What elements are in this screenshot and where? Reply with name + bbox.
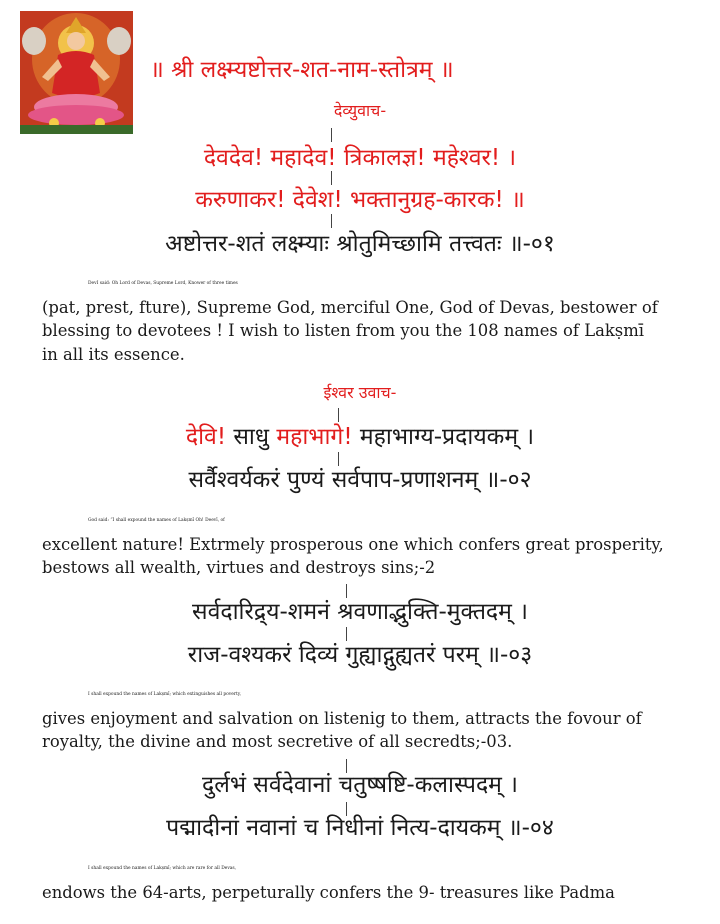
verse-4-line-2: पद्मादीनां नवानां च निधीनां नित्य-दायकम् ॥-०४	[166, 815, 554, 841]
translation-line: in all its essence.	[42, 344, 185, 364]
translation-line: I shall expound the names of Lakṣmī; which are rare for all Devas,	[88, 866, 237, 871]
vocative-mahabhage: महाभागे!	[276, 424, 353, 450]
verse-2-line-2: सर्वैश्वर्यकरं पुण्यं सर्वपाप-प्रणाशनम् ॥-०२	[188, 467, 532, 493]
translation-line: I shall expound the names of Lakṣmī; which extinguishes all poverty,	[88, 692, 242, 697]
verse-4-line-1: दुर्लभं सर्वदेवानां चतुष्षष्टि-कलास्पदम् ।	[202, 772, 518, 798]
speaker-ishvara: ईश्वर उवाच-	[323, 383, 397, 402]
translation-1	[42, 272, 706, 366]
translation-line: endows the 64-arts, perpeturally confers the 9- treasures like Padma	[42, 882, 615, 902]
verse-3-line-2: राज-वश्यकरं दिव्यं गुह्याद्गुह्यतरं परम् ॥-०३	[187, 642, 533, 668]
vocative-devi: देवि!	[185, 424, 227, 450]
stotram-title: ॥ श्री लक्ष्म्यष्टोत्तर-शत-नाम-स्तोत्रम् ॥	[150, 57, 454, 83]
verse-1-line-1: देवदेव! महादेव! त्रिकालज्ञ! महेश्वर! ।	[203, 145, 517, 171]
verse-3-line-1: सर्वदारिद्र्य-शमनं श्रवणाद्भुक्ति-मुक्तदम् ।	[192, 599, 528, 625]
verse-1-line-2: करुणाकर! देवेश! भक्तानुग्रह-कारक! ॥	[195, 187, 525, 213]
verse-word: महाभाग्य-प्रदायकम् ।	[352, 424, 535, 450]
translation-line: DevI said: Oh Lord of Devas, Supreme Lord, Knower of three times	[88, 281, 238, 286]
translation-line: bestows all wealth, virtues and destroys sins;-2	[42, 558, 436, 577]
translation-4	[42, 857, 706, 904]
translation-line: gives enjoyment and salvation on listenig to them, attracts the fovour of	[42, 708, 642, 728]
translation-line: God said: “I shall expound the names of Lakṣmī Oh! Deevī, of	[88, 518, 225, 523]
speaker-devi: देव्युवाच-	[333, 101, 387, 120]
translation-line: excellent nature! Extrmely prosperous one which confers great prosperity,	[42, 534, 664, 554]
translation-line: (pat, prest, fture), Supreme God, merciful One, God of Devas, bestower of	[42, 297, 658, 317]
translation-line: blessing to devotees ! I wish to listen from you the 108 names of Lakṣmī	[42, 321, 644, 340]
verse-2-line-1	[0, 419, 720, 451]
translation-3	[42, 683, 706, 754]
verse-word: साधु	[226, 424, 277, 450]
verse-1-line-3: अष्टोत्तर-शतं लक्ष्म्याः श्रोतुमिच्छामि तत्त्वतः ॥-०१	[165, 231, 555, 257]
translation-line: royalty, the divine and most secretive of all secredts;-03.	[42, 732, 513, 751]
translation-2	[42, 509, 706, 580]
